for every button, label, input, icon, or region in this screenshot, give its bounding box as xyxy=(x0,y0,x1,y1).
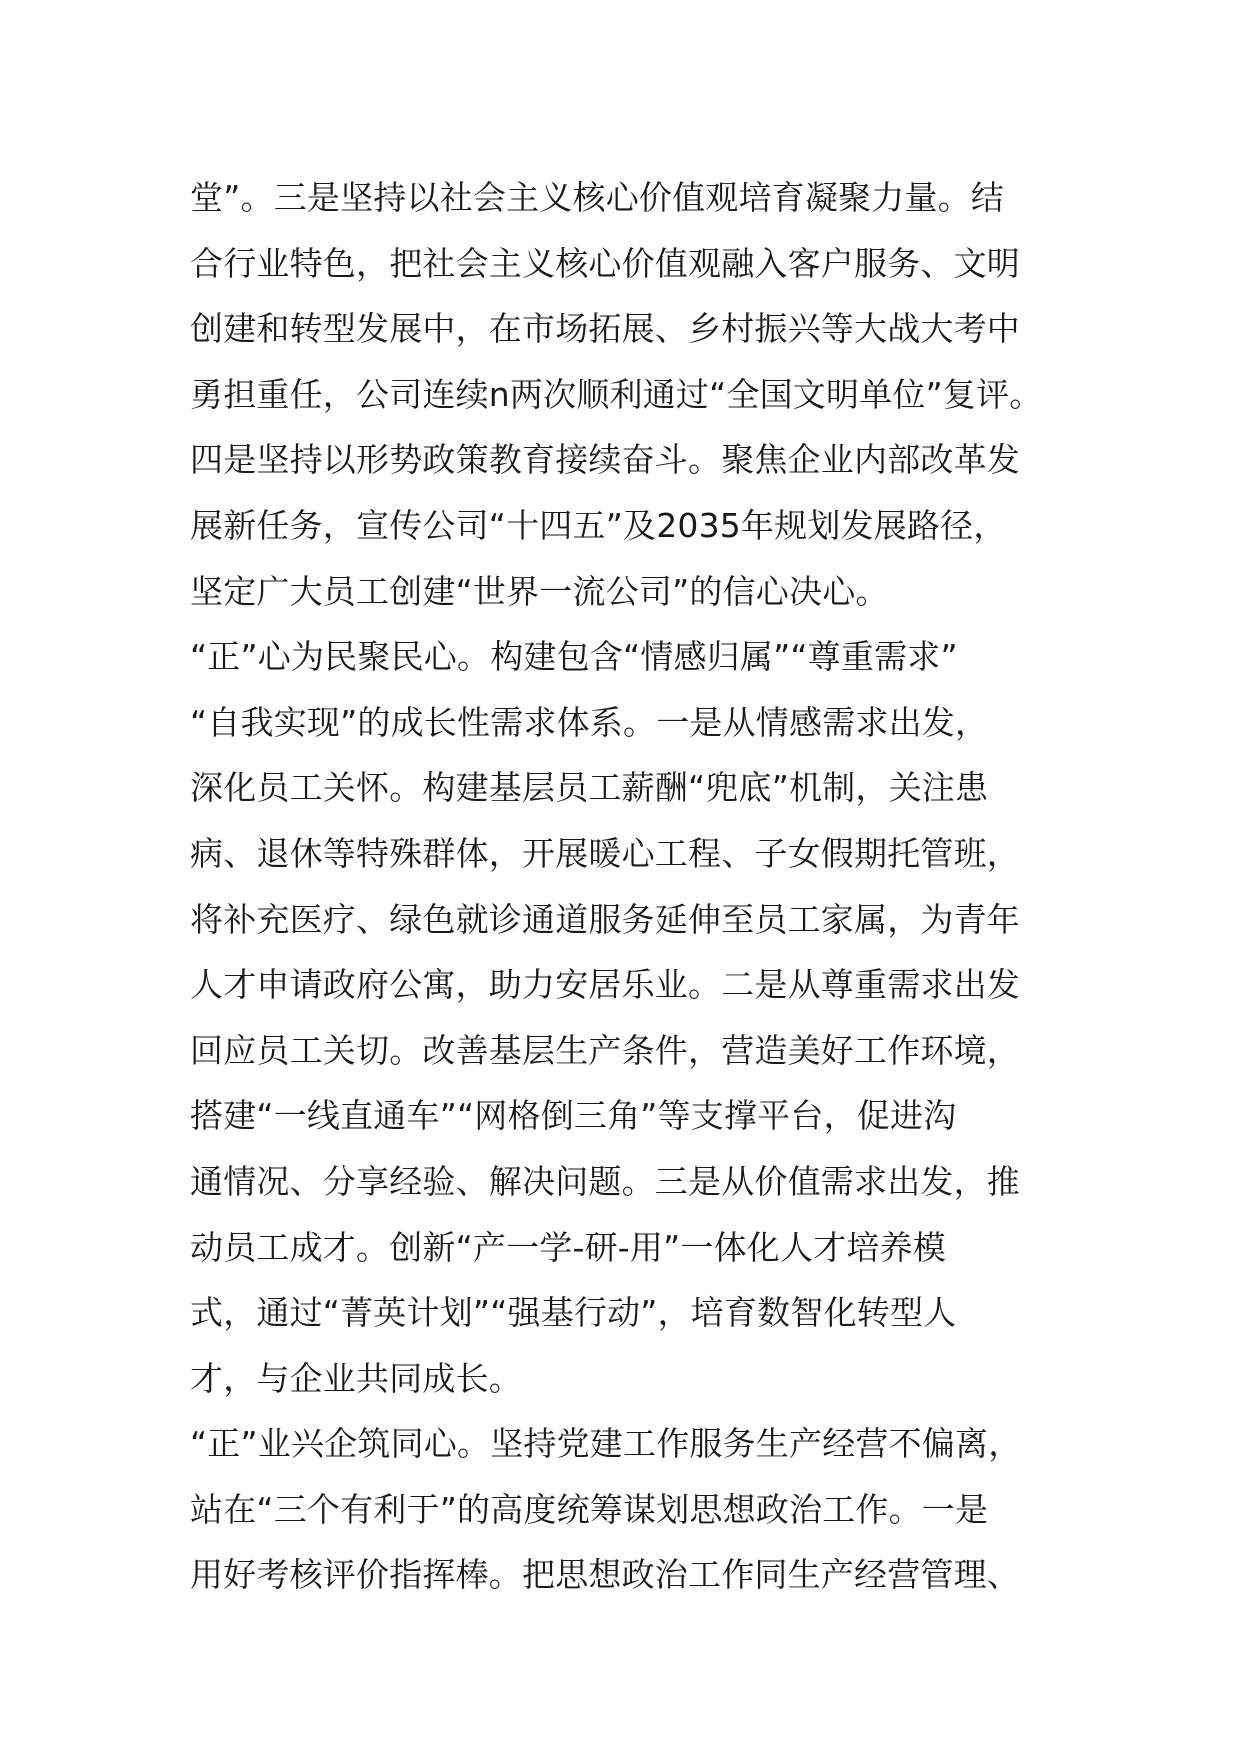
text-line: 创建和转型发展中，在市场拓展、乡村振兴等大战大考中 xyxy=(190,309,1020,349)
text-line: “正”心为民聚民心。构建包含“情感归属”“尊重需求” xyxy=(190,637,958,677)
text-line: 深化员工关怀。构建基层员工薪酬“兜底”机制，关注患 xyxy=(190,768,989,808)
text-line: “自我实现”的成长性需求体系。一是从情感需求出发， xyxy=(190,702,989,742)
text-line: 坚定广大员工创建“世界一流公司”的信心决心。 xyxy=(190,571,889,611)
text-line: 堂”。三是坚持以社会主义核心价值观培育凝聚力量。结 xyxy=(190,178,1005,217)
text-line: 合行业特色，把社会主义核心价值观融入客户服务、文明 xyxy=(190,243,1020,283)
text-line: “正”业兴企筑同心。坚持党建工作服务生产经营不偏离， xyxy=(190,1424,1022,1464)
text-line: 四是坚持以形势政策教育接续奋斗。聚焦企业内部改革发 xyxy=(190,440,1020,480)
text-line: 将补充医疗、绿色就诊通道服务延伸至员工家属，为青年 xyxy=(190,899,1020,939)
text-line: 式，通过“菁英计划”“强基行动”，培育数智化转型人 xyxy=(190,1293,957,1333)
text-line: 通情况、分享经验、解决问题。三是从价值需求出发，推 xyxy=(190,1161,1020,1201)
body-text xyxy=(190,165,1090,1608)
text-line: 人才申请政府公寓，助力安居乐业。二是从尊重需求出发 xyxy=(190,965,1020,1005)
text-line: 展新任务，宣传公司“十四五”及2035年规划发展路径， xyxy=(190,505,1007,545)
text-line: 回应员工关切。改善基层生产条件，营造美好工作环境， xyxy=(190,1030,1020,1070)
text-line: 站在“三个有利于”的高度统筹谋划思想政治工作。一是 xyxy=(190,1489,989,1529)
text-line: 勇担重任，公司连续n两次顺利通过“全国文明单位”复评。 xyxy=(190,374,1043,414)
text-line: 才，与企业共同成长。 xyxy=(190,1358,522,1398)
text-line: 病、退休等特殊群体，开展暖心工程、子女假期托管班， xyxy=(190,833,1020,873)
text-line: 动员工成才。创新“产一学-研-用”一体化人才培养模 xyxy=(190,1227,947,1267)
text-line: 用好考核评价指挥棒。把思想政治工作同生产经营管理、 xyxy=(190,1555,1020,1595)
text-line: 搭建“一线直通车”“网格倒三角”等支撑平台，促进沟 xyxy=(190,1096,957,1136)
